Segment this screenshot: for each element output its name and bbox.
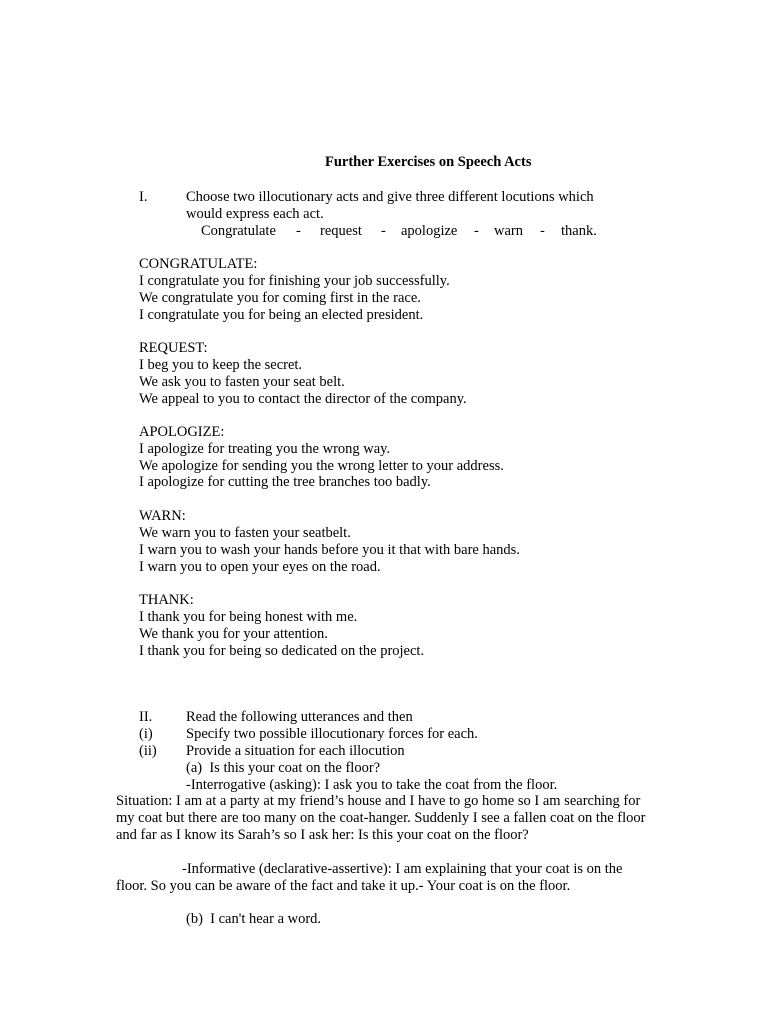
section-1-instruction-line-2: would express each act. [186,206,324,222]
example-sentence: I thank you for being honest with me. [139,609,358,625]
group-heading-request: REQUEST: [139,340,208,356]
group-heading-congratulate: CONGRATULATE: [139,256,258,272]
informative-analysis: -Informative (declarative-assertive): I am explaining that your coat is on the floor. So you can be aware of the fact and take it up.- Your coat is on the floor. [116,861,623,894]
act-separator: - [296,223,301,239]
sub-item-text: Specify two possible illocutionary forces for each. [186,726,478,742]
example-sentence: I apologize for treating you the wrong way. [139,441,391,457]
utterance-a: (a) Is this your coat on the floor? [186,760,381,776]
example-sentence: I beg you to keep the secret. [139,357,303,373]
example-sentence: We thank you for your attention. [139,626,328,642]
act-thank: thank. [561,223,597,239]
sub-item-text: Provide a situation for each illocution [186,743,405,759]
example-sentence: I congratulate you for finishing your job successfully. [139,273,450,289]
example-sentence: We appeal to you to contact the director of the company. [139,391,467,407]
group-heading-apologize: APOLOGIZE: [139,424,225,440]
act-congratulate: Congratulate [201,223,276,239]
section-2-instruction: Read the following utterances and then [186,709,413,725]
page-title: Further Exercises on Speech Acts [325,154,532,170]
group-heading-thank: THANK: [139,592,194,608]
group-heading-warn: WARN: [139,508,186,524]
example-sentence: We apologize for sending you the wrong letter to your address. [139,458,504,474]
interrogative-analysis: -Interrogative (asking): I ask you to take the coat from the floor. [186,777,558,793]
section-2-numeral: II. [139,709,153,725]
utterance-b: (b) I can't hear a word. [186,911,322,927]
section-1-instruction-line-1: Choose two illocutionary acts and give three different locutions which [186,189,594,205]
act-warn: warn [494,223,523,239]
example-sentence: I thank you for being so dedicated on the project. [139,643,425,659]
sub-item-marker: (ii) [139,743,157,759]
example-sentence: We ask you to fasten your seat belt. [139,374,345,390]
section-1-numeral: I. [139,189,148,205]
act-separator: - [540,223,545,239]
sub-item-marker: (i) [139,726,153,742]
act-request: request [320,223,362,239]
act-separator: - [381,223,386,239]
act-separator: - [474,223,479,239]
example-sentence: We warn you to fasten your seatbelt. [139,525,351,541]
example-sentence: I warn you to open your eyes on the road. [139,559,381,575]
example-sentence: We congratulate you for coming first in the race. [139,290,421,306]
example-sentence: I congratulate you for being an elected president. [139,307,424,323]
situation-paragraph: Situation: I am at a party at my friend’s house and I have to go home so I am searching for my coat but there are too many on the coat-hanger. Suddenly I see a fallen coat on the floor and far as I know its Sarah’s so I ask her: Is this your coat on the floor? [116,793,646,843]
example-sentence: I apologize for cutting the tree branches too badly. [139,474,431,490]
act-apologize: apologize [401,223,458,239]
example-sentence: I warn you to wash your hands before you it that with bare hands. [139,542,520,558]
